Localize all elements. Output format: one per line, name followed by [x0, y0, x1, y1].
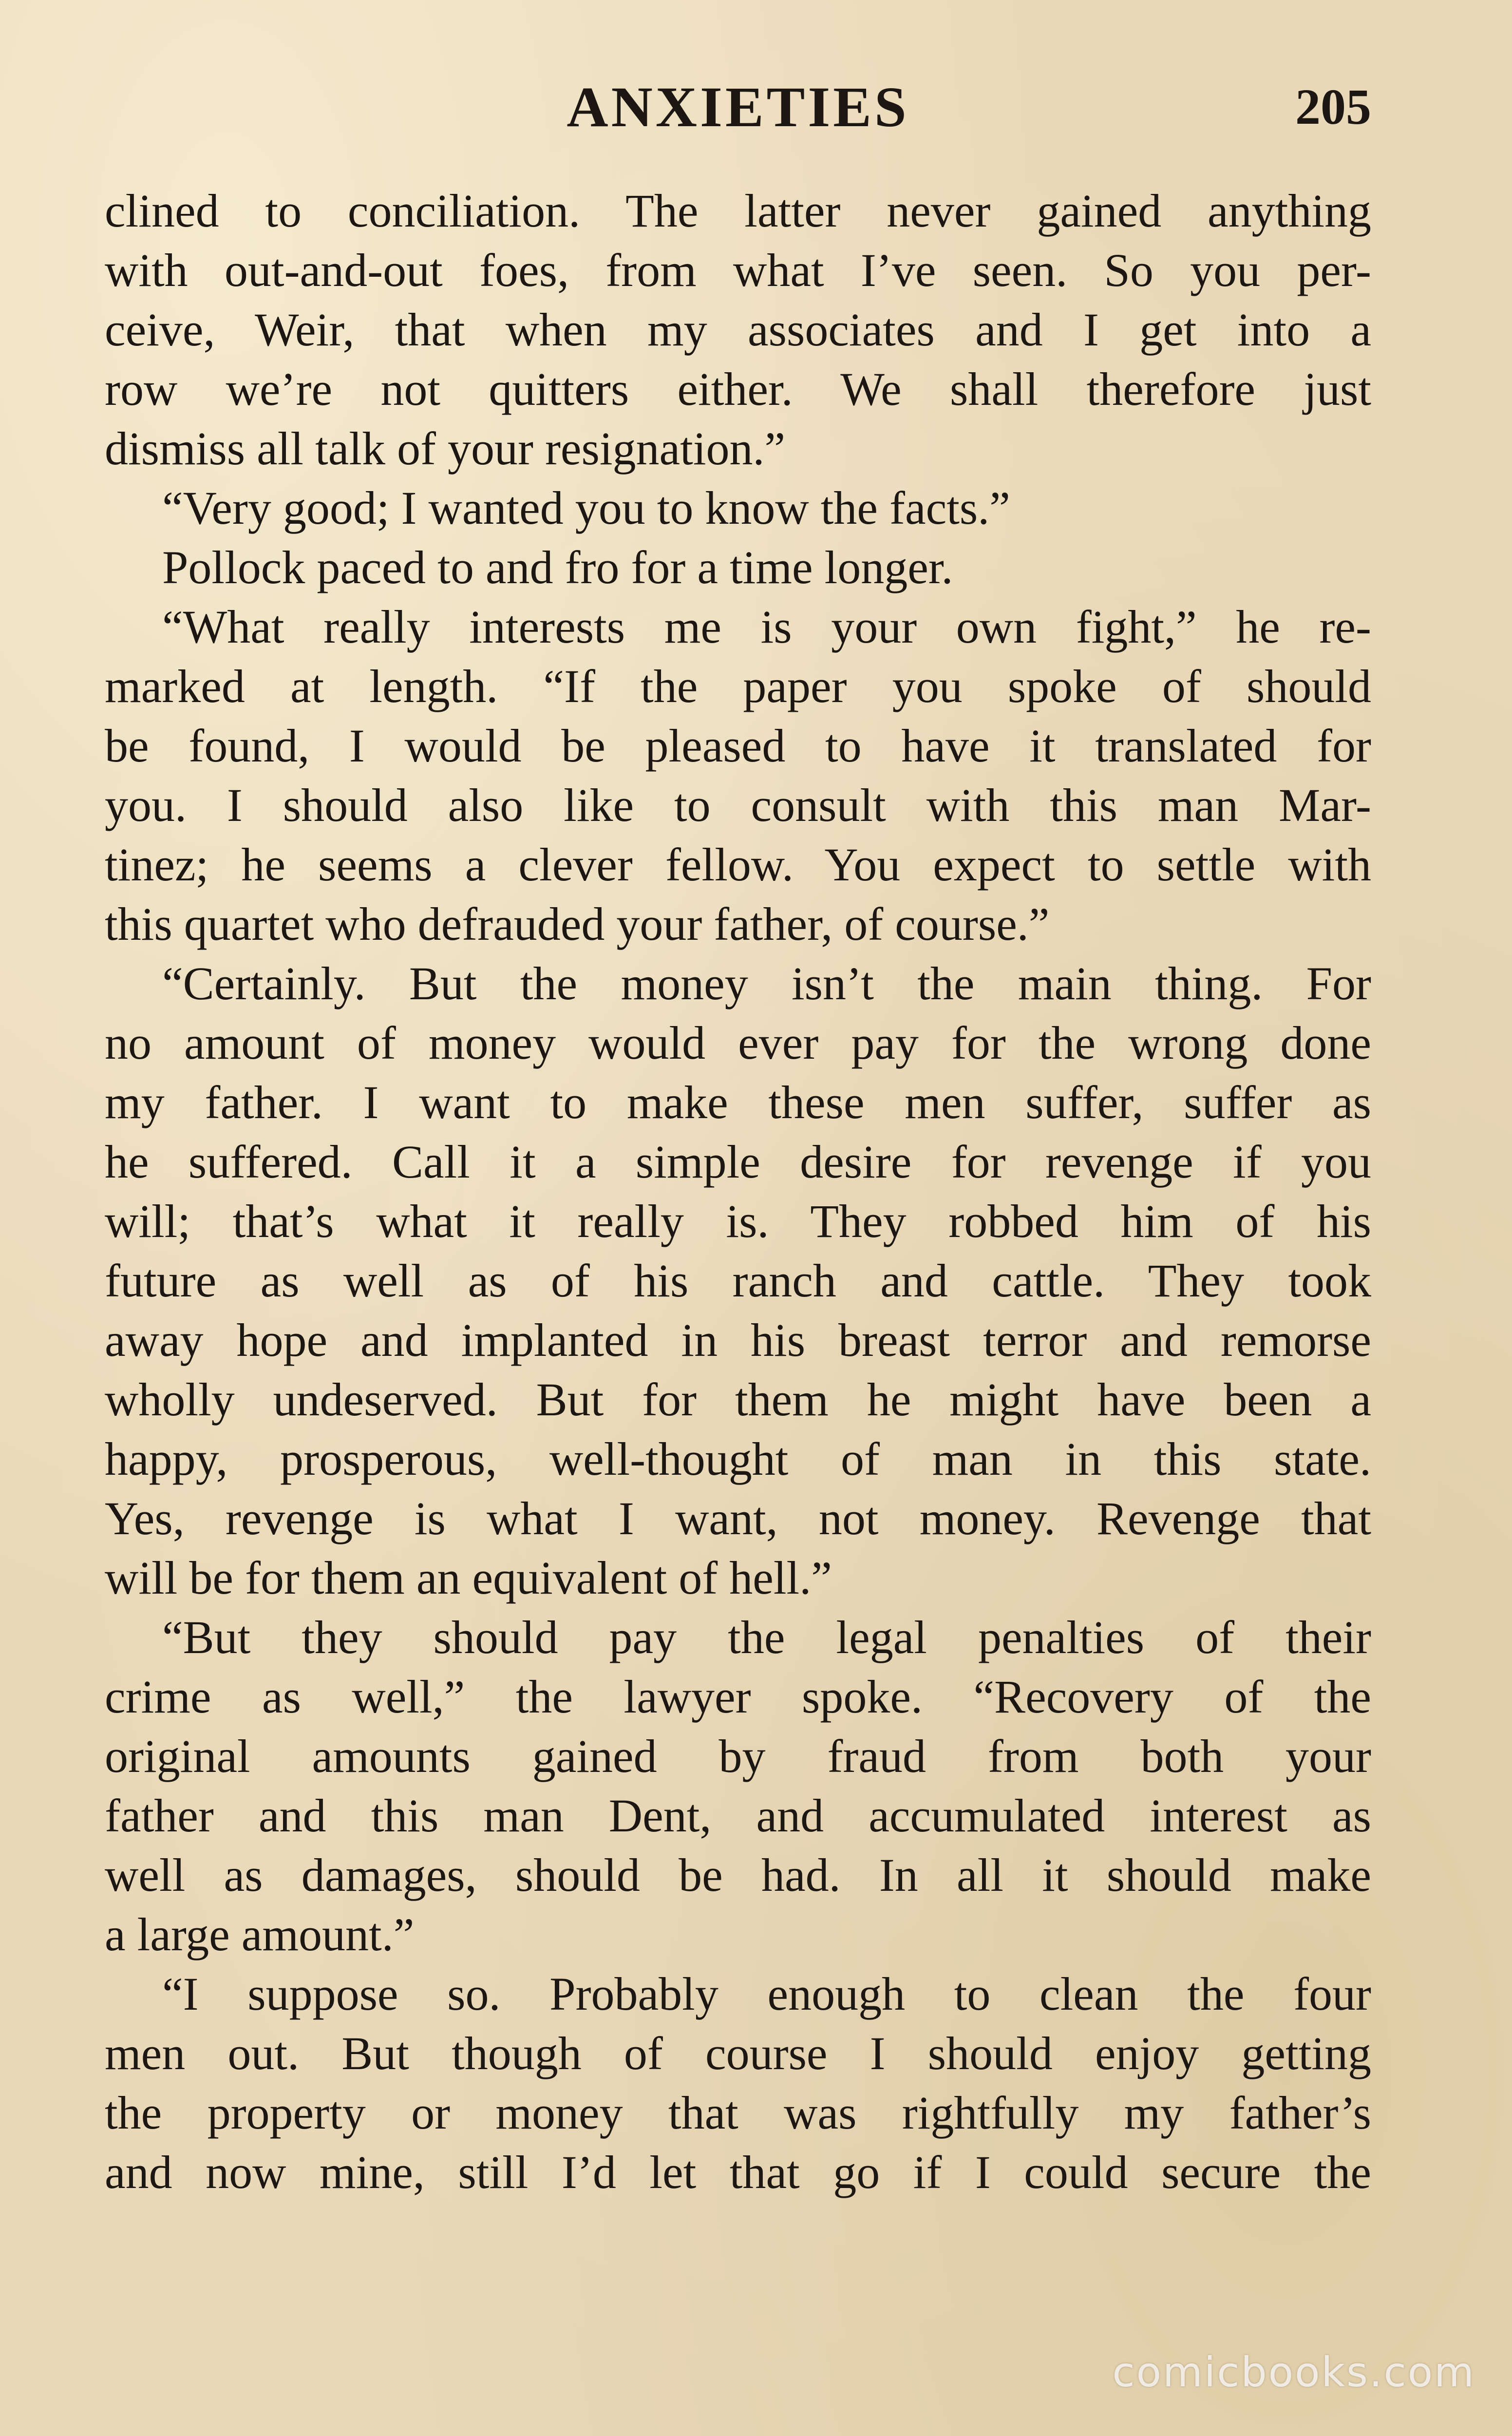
text-line: will be for them an equivalent of hell.” [105, 1552, 832, 1604]
text-line: away hope and implanted in his breast terror and remorse [105, 1314, 1371, 1366]
text-line: he suffered. Call it a simple desire for revenge if you [105, 1136, 1371, 1188]
text-line: crime as well,” the lawyer spoke. “Recovery of the [105, 1671, 1371, 1723]
text-line: “I suppose so. Probably enough to clean the four [162, 1968, 1371, 2020]
text-line: this quartet who defrauded your father, of course.” [105, 898, 1050, 950]
text-line: row we’re not quitters either. We shall therefore just [105, 363, 1371, 415]
text-line: dismiss all talk of your resignation.” [105, 422, 786, 475]
watermark: comicbooks.com [1112, 2348, 1475, 2396]
text-line: my father. I want to make these men suffer, suffer as [105, 1076, 1371, 1128]
text-line: “But they should pay the legal penalties of their [162, 1611, 1371, 1663]
text-line: Yes, revenge is what I want, not money. Revenge that [105, 1492, 1371, 1544]
text-line: Pollock paced to and fro for a time longer. [162, 541, 953, 593]
text-line: ceive, Weir, that when my associates and I get into a [105, 304, 1371, 356]
text-line: happy, prosperous, well-thought of man in this state. [105, 1433, 1371, 1485]
body-text [105, 181, 1371, 2202]
text-line: tinez; he seems a clever fellow. You expect to settle with [105, 838, 1371, 891]
text-line: will; that’s what it really is. They robbed him of his [105, 1195, 1371, 1247]
text-line: a large amount.” [105, 1908, 415, 1960]
text-line: original amounts gained by fraud from both your [105, 1730, 1371, 1782]
text-line: you. I should also like to consult with this man Mar- [105, 779, 1371, 831]
text-line: with out-and-out foes, from what I’ve seen. So you per- [105, 244, 1371, 296]
text-line: be found, I would be pleased to have it translated for [105, 720, 1371, 772]
text-line: the property or money that was rightfully my father’s [105, 2087, 1371, 2139]
text-line: wholly undeserved. But for them he might have been a [105, 1373, 1371, 1426]
text-line: “What really interests me is your own fight,” he re- [162, 601, 1371, 653]
text-line: clined to conciliation. The latter never gained anything [105, 185, 1371, 237]
page-header [105, 73, 1371, 141]
page-number: 205 [1295, 79, 1371, 135]
text-line: men out. But though of course I should enjoy getting [105, 2027, 1371, 2079]
text-line: future as well as of his ranch and cattle. They took [105, 1255, 1371, 1307]
text-line: and now mine, still I’d let that go if I could secure the [105, 2146, 1371, 2198]
text-line: marked at length. “If the paper you spoke of should [105, 660, 1371, 712]
running-head: ANXIETIES [567, 75, 909, 139]
text-line: father and this man Dent, and accumulated interest as [105, 1789, 1371, 1842]
text-line: “Very good; I wanted you to know the facts.” [162, 482, 1010, 534]
text-line: no amount of money would ever pay for the wrong done [105, 1017, 1371, 1069]
text-line: well as damages, should be had. In all it should make [105, 1849, 1371, 1901]
text-line: “Certainly. But the money isn’t the main thing. For [162, 957, 1371, 1009]
